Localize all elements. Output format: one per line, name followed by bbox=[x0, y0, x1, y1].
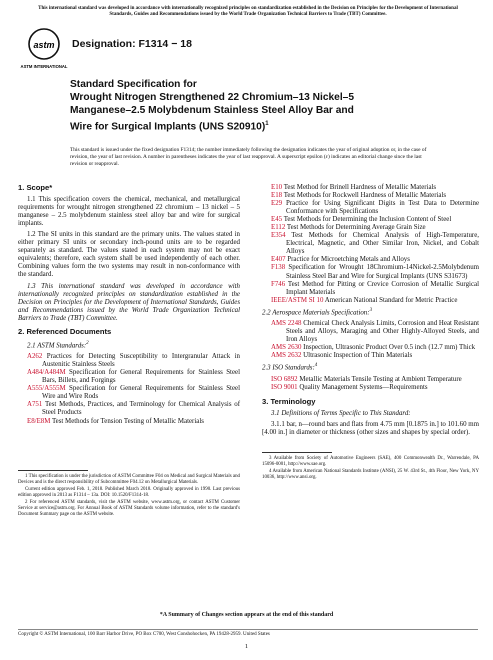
title-line-1: Standard Specification for bbox=[70, 79, 197, 90]
footnote-divider bbox=[18, 470, 88, 471]
reference-code-link[interactable]: F138 bbox=[271, 264, 286, 272]
footnote-2: 2 For referenced ASTM standards, visit the ASTM website, www.astm.org, or contact ASTM Customer Service at service@astm.org. For Annual Book of ASTM Standards volume information, refer to the standard's Document Summary page on the ASTM website. bbox=[18, 499, 240, 517]
reference-code-link[interactable]: IEEE/ASTM SI 10 bbox=[271, 296, 324, 304]
reference-item bbox=[262, 376, 479, 384]
reference-item bbox=[262, 200, 479, 216]
reference-item bbox=[18, 353, 240, 369]
reference-item bbox=[262, 344, 479, 352]
aerospace-standards-heading: 2.2 Aerospace Materials Specification:$^3$ bbox=[262, 307, 373, 316]
astm-reference-list bbox=[18, 353, 240, 425]
reference-item bbox=[262, 256, 479, 264]
reference-item bbox=[262, 384, 479, 392]
reference-code-link[interactable]: E354 bbox=[271, 232, 286, 240]
logo-text: ASTM INTERNATIONAL bbox=[20, 64, 68, 69]
copyright-line: Copyright © ASTM International, 100 Barr Harbor Drive, PO Box C700, West Conshohocken, PA 19428-2959. United States bbox=[18, 629, 478, 637]
reference-item bbox=[262, 216, 479, 224]
reference-title: Test Methods, Practices, and Terminology for Chemical Analysis of Steel Products bbox=[42, 401, 240, 417]
reference-item bbox=[262, 184, 479, 192]
tbt-notice: This international standard was developed in accordance with internationally recognized principles on standardization established in the Decision on Principles for the Development of International Standards, Guides and Recommendations issued by the World Trade Organization Technical Barriers to Trade (TBT) Committee. bbox=[38, 6, 458, 18]
reference-item bbox=[262, 352, 479, 360]
reference-title: Test Methods for Determining Average Grain Size bbox=[285, 224, 426, 232]
iso-standards-heading: 2.3 ISO Standards:$^4$ bbox=[262, 363, 318, 372]
section-scope-heading: 1. Scope* bbox=[18, 183, 53, 192]
reference-title: Specification for General Requirements for Stainless Steel Bars, Billets, and Forgings bbox=[42, 369, 240, 385]
footnote-1: 1 This specification is under the jurisdiction of ASTM Committee F04 on Medical and Surgical Materials and Devices and is the direct responsibility of Subcommittee F04.12 on Metallurgical Materials. bbox=[18, 473, 240, 485]
reference-title: Chemical Check Analysis Limits, Corrosion and Heat Resistant Steels and Alloys, Maraging and Other Highly-Alloyed Steels, and Iron Alloys bbox=[286, 320, 479, 344]
reference-code-link[interactable]: E407 bbox=[271, 256, 286, 264]
reference-item bbox=[262, 232, 479, 256]
paragraph-1-2: 1.2 The SI units in this standard are the primary units. The values stated in either primary SI units or secondary inch-pound units are to be regarded separately as standard. The values stated in each system may not be exact equivalents; therefore, each system shall be used independently of each other. Combining values form the two systems may result in non-conformance with the standard. bbox=[18, 231, 240, 279]
issuance-note: This standard is issued under the fixed designation F1314; the number immediately following the designation indicates the year of original adoption or, in the case of revision, the year of last revision. A number in parentheses indicates the year of last reapproval. A superscript epsilon (ε) indicates an editorial change since the last revision or reapproval. bbox=[70, 147, 427, 167]
title-line-4: Wire for Surgical Implants (UNS S20910)$^1$ bbox=[70, 120, 269, 132]
reference-title: Test Methods for Rockwell Hardness of Metallic Materials bbox=[282, 192, 447, 200]
reference-title: Inspection, Ultrasonic Product Over 0.5 inch (12.7 mm) Thick bbox=[301, 344, 476, 352]
reference-item bbox=[262, 224, 479, 232]
svg-text:astm: astm bbox=[33, 40, 55, 50]
reference-item bbox=[18, 418, 240, 426]
right-column bbox=[262, 184, 479, 482]
reference-code-link[interactable]: A262 bbox=[27, 353, 43, 361]
reference-code-link[interactable]: A484/A484M bbox=[27, 369, 66, 377]
reference-code-link[interactable]: AMS 2632 bbox=[271, 352, 302, 360]
title-line-3: Manganese–2.5 Molybdenum Stainless Steel Alloy Bar and bbox=[70, 105, 354, 117]
document-title bbox=[70, 78, 430, 133]
astm-logo-icon bbox=[20, 26, 68, 72]
reference-item bbox=[262, 320, 479, 344]
reference-item bbox=[262, 297, 479, 305]
reference-code-link[interactable]: A751 bbox=[27, 401, 43, 409]
reference-title: Practice for Microetching Metals and Alloys bbox=[285, 256, 410, 264]
reference-title: Practice for Using Significant Digits in Test Data to Determine Conformance with Specifications bbox=[282, 200, 479, 216]
reference-code-link[interactable]: E112 bbox=[271, 224, 286, 232]
reference-item bbox=[262, 281, 479, 297]
reference-item bbox=[18, 369, 240, 385]
reference-title: Specification for General Requirements for Stainless Steel Wire and Wire Rods bbox=[42, 385, 240, 401]
reference-title: Specification for Wrought 18Chromium-14Nickel-2.5Molybdenum Stainless Steel Bar and Wire for Surgical Implants (UNS S31673) bbox=[285, 264, 479, 280]
reference-title: Test Methods for Tension Testing of Metallic Materials bbox=[50, 417, 204, 425]
reference-title: Metallic Materials Tensile Testing at Ambient Temperature bbox=[297, 375, 462, 383]
page-number: 1 bbox=[244, 643, 249, 650]
astm-standards-heading: 2.1 ASTM Standards:$^2$ bbox=[27, 340, 89, 350]
reference-title: Test Method for Brinell Hardness of Metallic Materials bbox=[282, 184, 437, 191]
reference-item bbox=[262, 192, 479, 200]
reference-title: Quality Management Systems—Requirements bbox=[297, 383, 428, 391]
paragraph-3-1: 3.1 Definitions of Terms Specific to This Standard: bbox=[271, 409, 411, 417]
reference-code-link[interactable]: A555/A555M bbox=[27, 385, 66, 393]
section-referenced-documents-heading: 2. Referenced Documents bbox=[18, 326, 112, 336]
reference-code-link[interactable]: ISO 9001 bbox=[271, 383, 298, 391]
reference-code-link[interactable]: F746 bbox=[271, 280, 286, 288]
footnote-4: 4 Available from American National Standards Institute (ANSI), 25 W. 43rd St., 4th Floor, New York, NY 10036, http://www.ansi.org. bbox=[262, 468, 479, 480]
reference-item bbox=[262, 264, 479, 280]
reference-title: Test Methods for Chemical Analysis of High-Temperature, Electrical, Magnetic, and Other Similar Iron, Nickel, and Cobalt Alloys bbox=[285, 232, 479, 256]
reference-code-link[interactable]: E18 bbox=[271, 192, 283, 200]
iso-reference-list bbox=[262, 376, 479, 392]
reference-code-link[interactable]: E8/E8M bbox=[27, 417, 51, 425]
reference-code-link[interactable]: E29 bbox=[271, 200, 283, 208]
reference-title: Practices for Detecting Susceptibility to Intergranular Attack in Austenitic Stainless Steels bbox=[42, 353, 240, 369]
reference-code-link[interactable]: E10 bbox=[271, 184, 283, 191]
paragraph-1-3: 1.3 This international standard was developed in accordance with internationally recognized principles on standardization established in the Decision on Principles for the Development of International Standards, Guides and Recommendations issued by the World Trade Organization Technical Barriers to Trade (TBT) Committee. bbox=[18, 282, 240, 322]
reference-code-link[interactable]: AMS 2248 bbox=[271, 320, 302, 328]
paragraph-3-1-1: 3.1.1 bar, n—round bars and flats from 4.75 mm [0.1875 in.] to 101.60 mm [4.00 in.] in diameter or thickness (other sizes and shapes by special order). bbox=[262, 420, 479, 436]
reference-title: Test Methods for Determining the Inclusion Content of Steel bbox=[282, 216, 452, 224]
footnote-divider-right bbox=[262, 452, 332, 453]
paragraph-1-1: 1.1 This specification covers the chemical, mechanical, and metallurgical requirements for wrought nitrogen strengthened 22 chromium – 13 nickel – 5 manganese – 2.5 molybdenum stainless steel alloy bar and wire for surgical implants. bbox=[18, 196, 240, 228]
footnote-1-edition: Current edition approved Feb. 1, 2018. Published March 2018. Originally approved in 1990. Last previous edition approved in 2013 as F1314 – 13a. DOI: 10.1520/F1314-18. bbox=[18, 486, 240, 498]
left-column bbox=[18, 184, 240, 519]
title-line-2: Wrought Nitrogen Strengthened 22 Chromium–13 Nickel–5 bbox=[70, 92, 354, 104]
reference-item bbox=[18, 401, 240, 417]
aerospace-reference-list bbox=[262, 320, 479, 360]
summary-of-changes-note: *A Summary of Changes section appears at the end of this standard bbox=[159, 612, 334, 618]
footnote-3: 3 Available from Society of Automotive Engineers (SAE), 400 Commonwealth Dr., Warrendale, PA 15096-0001, http://www.sae.org. bbox=[262, 455, 479, 467]
reference-title: Ultrasonic Inspection of Thin Materials bbox=[301, 352, 413, 360]
section-terminology-heading: 3. Terminology bbox=[262, 396, 316, 406]
designation: Designation: F1314 − 18 bbox=[72, 38, 192, 50]
reference-title: Test Method for Pitting or Crevice Corrosion of Metallic Surgical Implant Materials bbox=[285, 280, 479, 296]
reference-code-link[interactable]: AMS 2630 bbox=[271, 344, 302, 352]
reference-title: American National Standard for Metric Practice bbox=[323, 296, 458, 304]
reference-code-link[interactable]: ISO 6892 bbox=[271, 375, 298, 383]
reference-code-link[interactable]: E45 bbox=[271, 216, 283, 224]
reference-item bbox=[18, 385, 240, 401]
astm-reference-list-continued bbox=[262, 184, 479, 305]
